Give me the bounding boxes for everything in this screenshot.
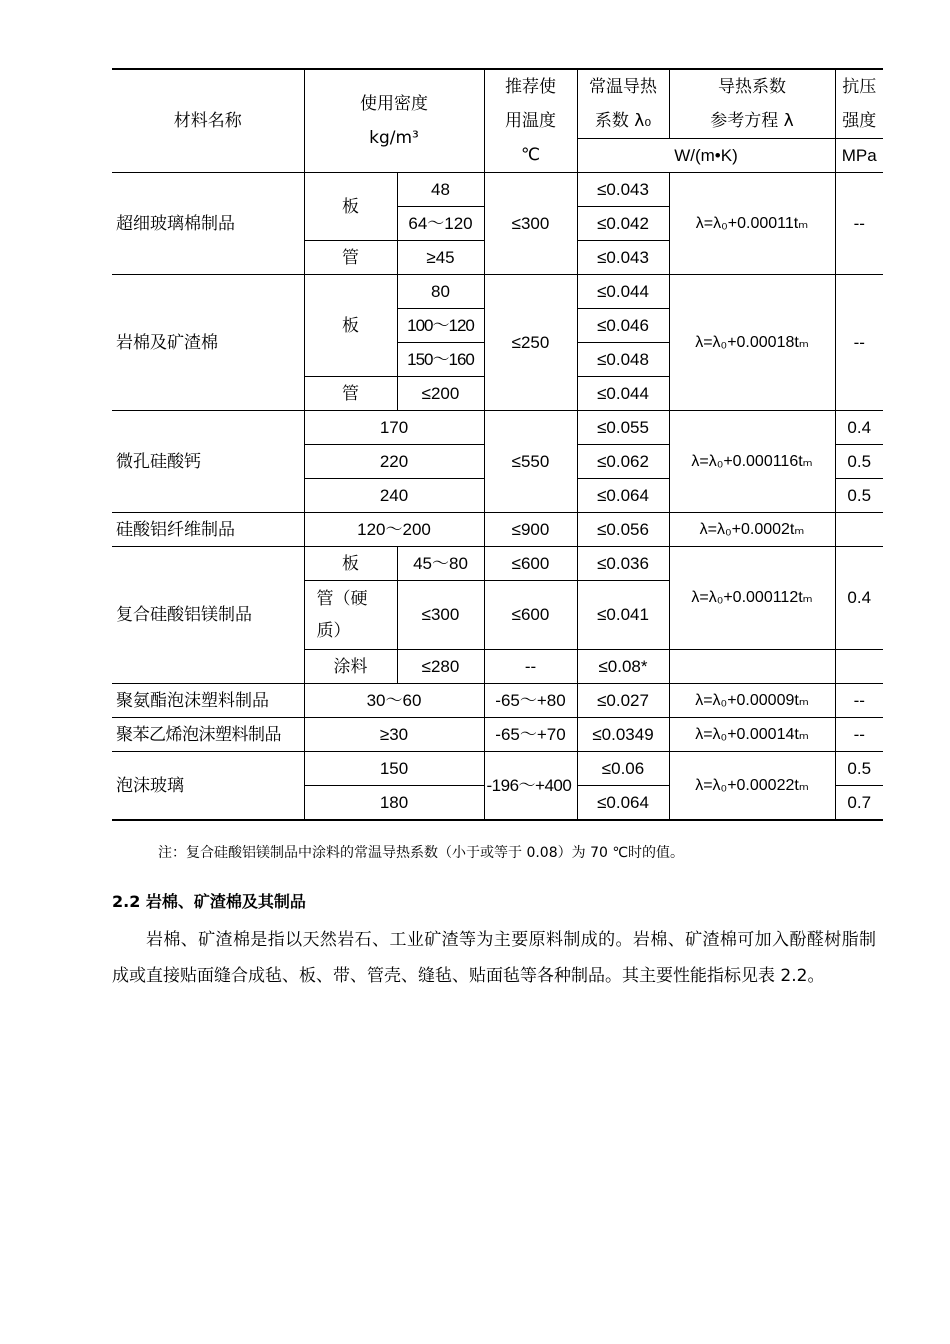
strength-cell-empty [835, 650, 883, 684]
section-heading: 2.2 岩棉、矿渣棉及其制品 [112, 892, 306, 911]
header-material-name: 材料名称 [112, 69, 304, 173]
conductivity-cell: ≤0.043 [577, 241, 669, 275]
form-label: 板 [304, 173, 397, 241]
strength-cell: 0.4 [835, 411, 883, 445]
density-cell: ≤200 [397, 377, 484, 411]
header-temp-line2: 用温度 [505, 111, 556, 131]
temperature-cell: -- [484, 650, 577, 684]
material-name: 岩棉及矿渣棉 [112, 275, 304, 411]
header-conductivity-line1: 常温导热 [589, 77, 657, 97]
conductivity-cell: ≤0.036 [577, 547, 669, 581]
density-cell: 64～120 [397, 207, 484, 241]
temperature-cell: ≤600 [484, 547, 577, 581]
conductivity-cell: ≤0.062 [577, 445, 669, 479]
temperature-cell: ≤250 [484, 275, 577, 411]
strength-cell: 0.5 [835, 752, 883, 786]
density-cell: ≥30 [304, 718, 484, 752]
density-cell: 45～80 [397, 547, 484, 581]
material-name: 复合硅酸铝镁制品 [112, 547, 304, 684]
density-cell: 30～60 [304, 684, 484, 718]
table-footnote: 注：复合硅酸铝镁制品中涂料的常温导热系数（小于或等于 0.08）为 70 ℃时的值。 [158, 845, 685, 861]
header-strength-line2: 强度 [842, 111, 877, 131]
density-cell: 220 [304, 445, 484, 479]
conductivity-cell: ≤0.055 [577, 411, 669, 445]
density-cell: 180 [304, 786, 484, 821]
header-equation-line2: 参考方程 λ [710, 111, 794, 131]
density-cell: ≤280 [397, 650, 484, 684]
header-temp-unit: ℃ [520, 145, 541, 165]
conductivity-cell: ≤0.064 [577, 786, 669, 821]
strength-cell [835, 513, 883, 547]
temperature-cell: -65～+80 [484, 684, 577, 718]
temperature-cell: ≤900 [484, 513, 577, 547]
conductivity-cell: ≤0.048 [577, 343, 669, 377]
form-label: 管 [304, 241, 397, 275]
material-name: 微孔硅酸钙 [112, 411, 304, 513]
density-cell: 170 [304, 411, 484, 445]
density-cell: 80 [397, 275, 484, 309]
form-label: 板 [304, 547, 397, 581]
strength-cell: -- [835, 173, 883, 275]
density-cell: 150～160 [397, 343, 484, 377]
temperature-cell: -65～+70 [484, 718, 577, 752]
material-properties-table [112, 68, 883, 821]
material-name: 聚氨酯泡沫塑料制品 [112, 684, 304, 718]
equation-cell: λ=λ₀+0.0002tₘ [669, 513, 835, 547]
header-equation [669, 69, 835, 139]
strength-cell: 0.5 [835, 479, 883, 513]
density-cell: 240 [304, 479, 484, 513]
header-conductivity [577, 69, 669, 139]
conductivity-cell: ≤0.044 [577, 377, 669, 411]
header-conductivity-line2: 系数 λ₀ [594, 111, 652, 131]
form-label: 管 [304, 377, 397, 411]
density-cell: ≤300 [397, 581, 484, 650]
form-label: 板 [304, 275, 397, 377]
header-density-unit: kg/m³ [369, 128, 419, 148]
material-name: 泡沫玻璃 [112, 752, 304, 821]
temperature-cell: -196～+400 [484, 752, 577, 821]
density-cell: 100～120 [397, 309, 484, 343]
conductivity-cell: ≤0.046 [577, 309, 669, 343]
equation-cell: λ=λ₀+0.000112tₘ [669, 547, 835, 650]
header-conductivity-unit: W/(m•K) [577, 139, 835, 173]
header-strength-unit: MPa [835, 139, 883, 173]
strength-cell: -- [835, 718, 883, 752]
equation-cell: λ=λ₀+0.00018tₘ [669, 275, 835, 411]
conductivity-cell: ≤0.043 [577, 173, 669, 207]
strength-cell: -- [835, 275, 883, 411]
material-name: 硅酸铝纤维制品 [112, 513, 304, 547]
material-name: 聚苯乙烯泡沫塑料制品 [112, 718, 304, 752]
conductivity-cell: ≤0.08* [577, 650, 669, 684]
conductivity-cell: ≤0.06 [577, 752, 669, 786]
conductivity-cell: ≤0.042 [577, 207, 669, 241]
equation-cell-empty [669, 650, 835, 684]
density-cell: ≥45 [397, 241, 484, 275]
conductivity-cell: ≤0.044 [577, 275, 669, 309]
temperature-cell: ≤300 [484, 173, 577, 275]
section-body-paragraph: 岩棉、矿渣棉是指以天然岩石、工业矿渣等为主要原料制成的。岩棉、矿渣棉可加入酚醛树脂制成或直接贴面缝合成毡、板、带、管壳、缝毡、贴面毡等各种制品。其主要性能指标见表 2.2。 [112, 930, 876, 986]
strength-cell: -- [835, 684, 883, 718]
temperature-cell: ≤600 [484, 581, 577, 650]
equation-cell: λ=λ₀+0.00022tₘ [669, 752, 835, 821]
header-equation-line1: 导热系数 [718, 77, 786, 97]
header-density-label: 使用密度 [360, 94, 428, 114]
material-name: 超细玻璃棉制品 [112, 173, 304, 275]
strength-cell: 0.4 [835, 547, 883, 650]
header-density [304, 69, 484, 173]
conductivity-cell: ≤0.027 [577, 684, 669, 718]
strength-cell: 0.7 [835, 786, 883, 821]
conductivity-cell: ≤0.056 [577, 513, 669, 547]
strength-cell: 0.5 [835, 445, 883, 479]
equation-cell: λ=λ₀+0.00014tₘ [669, 718, 835, 752]
temperature-cell: ≤550 [484, 411, 577, 513]
conductivity-cell: ≤0.0349 [577, 718, 669, 752]
density-cell: 120～200 [304, 513, 484, 547]
conductivity-cell: ≤0.041 [577, 581, 669, 650]
equation-cell: λ=λ₀+0.000116tₘ [669, 411, 835, 513]
header-temp-line1: 推荐使 [505, 77, 556, 97]
header-temperature [484, 69, 577, 173]
header-strength [835, 69, 883, 139]
form-label: 涂料 [304, 650, 397, 684]
conductivity-cell: ≤0.064 [577, 479, 669, 513]
header-strength-line1: 抗压 [842, 77, 877, 97]
equation-cell: λ=λ₀+0.00011tₘ [669, 173, 835, 275]
density-cell: 150 [304, 752, 484, 786]
density-cell: 48 [397, 173, 484, 207]
form-label: 管（硬质） [304, 581, 397, 650]
equation-cell: λ=λ₀+0.00009tₘ [669, 684, 835, 718]
